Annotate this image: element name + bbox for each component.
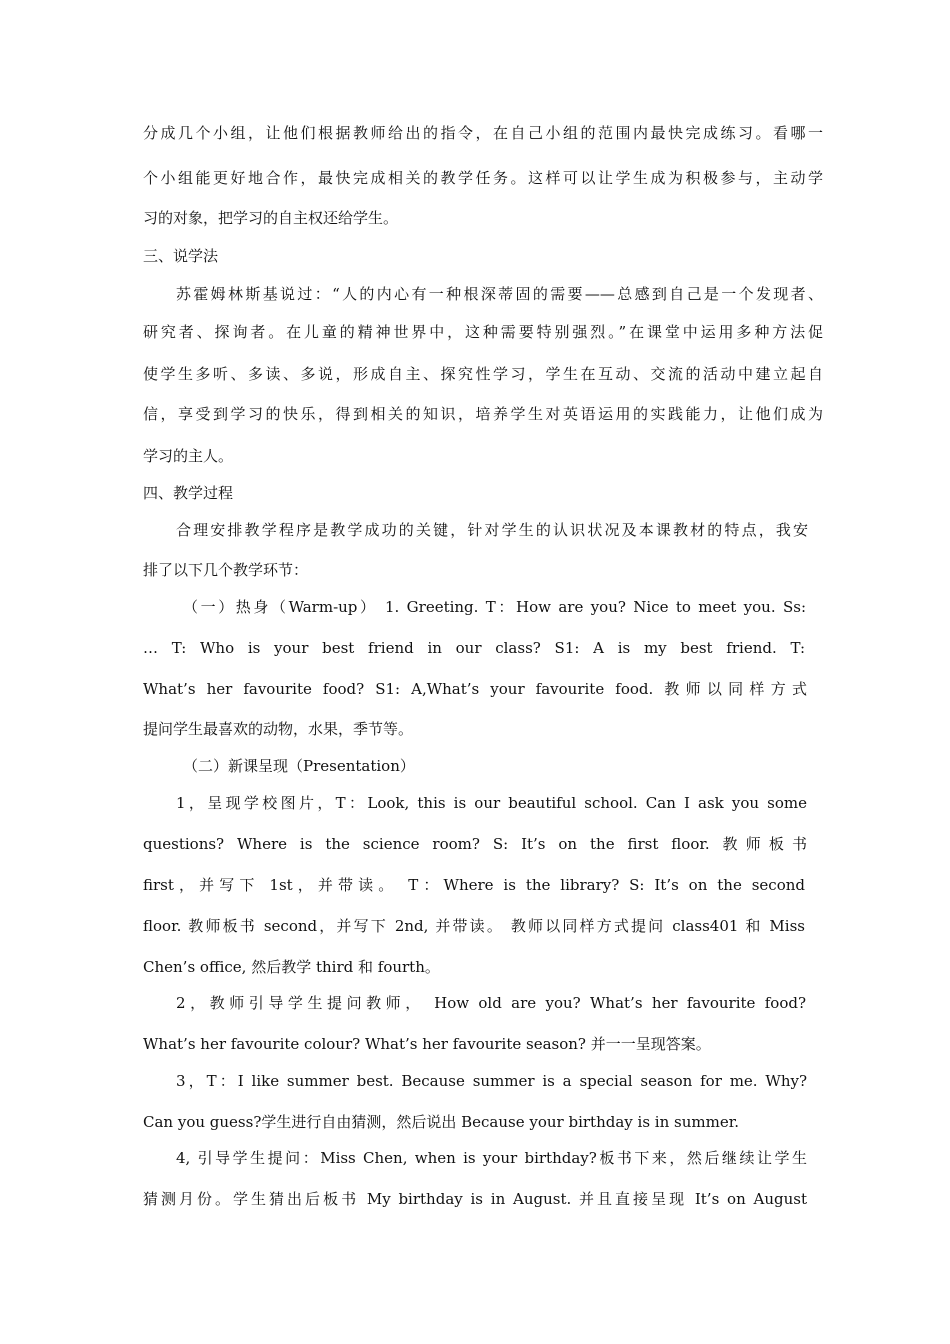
section-heading: 四、教学过程 (143, 484, 234, 502)
paragraph-line: 习的对象，把学习的自主权还给学生。 (143, 209, 399, 227)
paragraph-line: 信，享受到学习的快乐，得到相关的知识，培养学生对英语运用的实践能力，让他们成为 (143, 405, 823, 423)
paragraph-line: 提问学生最喜欢的动物，水果，季节等。 (143, 720, 414, 738)
paragraph-line: 苏霍姆林斯基说过：“人的内心有一种根深蒂固的需要——总感到自己是一个发现者、 (176, 285, 823, 303)
paragraph-line: What’s her favourite food? S1: A,What’s your favourite food. 教师以同样方式 (143, 680, 807, 698)
paragraph-line: 1，呈现学校图片，T：Look, this is our beautiful school. Can I ask you some (176, 794, 807, 812)
paragraph-line: 4, 引导学生提问：Miss Chen, when is your birthday?板书下来，然后继续让学生 (176, 1149, 807, 1167)
paragraph-line: first，并写下 1st，并带读。 T：Where is the library? S: It’s on the second (143, 876, 805, 894)
paragraph-line: 个小组能更好地合作，最快完成相关的教学任务。这样可以让学生成为积极参与，主动学 (143, 169, 823, 187)
section-heading: 三、说学法 (143, 247, 219, 265)
paragraph-line: 学习的主人。 (143, 447, 234, 465)
paragraph-line: 研究者、探询者。在儿童的精神世界中，这种需要特别强烈。”在课堂中运用多种方法促 (143, 323, 823, 341)
paragraph-line: … T: Who is your best friend in our class? S1: A is my best friend. T: (143, 639, 805, 657)
subsection-heading: （二）新课呈现（Presentation） (183, 757, 415, 775)
paragraph-line: 使学生多听、多读、多说，形成自主、探究性学习，学生在互动、交流的活动中建立起自 (143, 365, 823, 383)
paragraph-line: questions? Where is the science room? S: It’s on the first floor. 教师板书 (143, 835, 807, 853)
paragraph-line: 3，T：I like summer best. Because summer is a special season for me. Why? (176, 1072, 807, 1090)
paragraph-line: floor. 教师板书 second，并写下 2nd, 并带读。 教师以同样方式提问 class401 和 Miss (143, 917, 805, 935)
paragraph-line: 2，教师引导学生提问教师， How old are you? What’s her favourite food? (176, 994, 806, 1012)
paragraph-line: 猜测月份。学生猜出后板书 My birthday is in August. 并且直接呈现 It’s on August (143, 1190, 807, 1208)
paragraph-line: What’s her favourite colour? What’s her favourite season? 并一一呈现答案。 (143, 1035, 711, 1053)
paragraph-line: Chen’s office, 然后教学 third 和 fourth。 (143, 958, 440, 976)
paragraph-line: 合理安排教学程序是教学成功的关键，针对学生的认识状况及本课教材的特点，我安 (176, 521, 808, 539)
paragraph-line: 排了以下几个教学环节： (143, 561, 309, 579)
paragraph-line: Can you guess?学生进行自由猜测，然后说出 Because your birthday is in summer. (143, 1113, 739, 1131)
paragraph-line: （一）热身（Warm-up） 1. Greeting. T：How are you? Nice to meet you. Ss: (183, 598, 806, 616)
paragraph-line: 分成几个小组，让他们根据教师给出的指令，在自己小组的范围内最快完成练习。看哪一 (143, 124, 823, 142)
